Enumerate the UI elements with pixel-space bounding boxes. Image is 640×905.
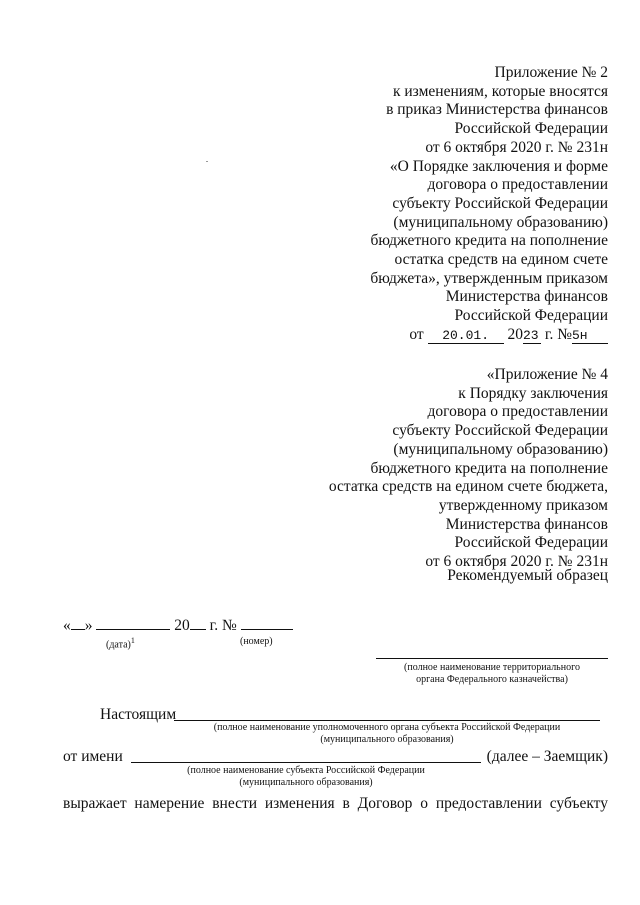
appendix-2-line: Министерства финансов [445,288,608,306]
appendix-4-line: договора о предоставлении [427,403,608,421]
appendix-4-line: бюджетного кредита на пополнение [370,459,608,477]
order-number-value: 5н [572,329,608,344]
footnote-marker: 1 [130,636,135,645]
appendix-4-line: от 6 октября 2020 г. № 231н [425,553,608,571]
quote-open: « [63,617,71,634]
treasury-name-line[interactable] [376,658,608,659]
appendix-4-line: утвержденному приказом [438,496,608,514]
appendix-4-line: к Порядку заключения [458,384,608,402]
subject-name-line[interactable] [131,762,481,763]
treasury-caption: (полное наименование территориального органа Федерального казначейства) [404,662,580,685]
appendix-2-line: в приказ Министерства финансов [386,101,608,119]
form-number-prefix: г. № [209,617,237,634]
appendix-2-line: к изменениям, которые вносятся [392,82,608,100]
quote-close: » [84,617,93,634]
form-year-blank[interactable] [190,629,206,630]
appendix-2-line: бюджета», утвержденным приказом [370,269,608,287]
form-date-row [63,617,293,635]
form-year-prefix: 20 [174,617,190,634]
appendix-4-line: Российской Федерации [454,534,608,552]
order-date-line [370,326,608,345]
order-year-value: 23 [523,329,541,344]
date-prefix: от [409,325,424,343]
appendix-2-line: от 6 октября 2020 г. № 231н [425,138,608,156]
subject-caption: (полное наименование субъекта Российской Федерации (муниципального образования) [187,765,425,788]
borrower-label: (далее – Заемщик) [486,748,608,765]
date-caption: (дата)$^1$ [106,636,135,651]
on-behalf-label: от имени [63,748,123,765]
appendix-4-line: Министерства финансов [445,515,608,533]
order-date-value: 20.01. [428,329,504,344]
scan-speck [206,161,208,162]
body-text-line: выражает намерение внести изменения в Договор о предоставлении субъекту [63,795,608,812]
authority-caption: (полное наименование уполномоченного органа субъекта Российской Федерации (муниципального образования) [213,722,561,745]
appendix-2-line: Приложение № 2 [494,64,608,81]
form-number-blank[interactable] [241,629,293,630]
hereby-label: Настоящим [100,706,177,723]
appendix-4-line: субъекту Российской Федерации [392,422,608,440]
appendix-4-line: (муниципальному образованию) [393,440,608,458]
appendix-4-line: остатка средств на едином счете бюджета, [328,478,608,496]
appendix-2-line: субъекту Российской Федерации [392,194,608,212]
year-prefix: 20 [507,325,523,343]
authority-name-line[interactable] [174,720,600,721]
appendix-2-line: Российской Федерации [454,120,608,138]
appendix-2-header [370,64,608,345]
appendix-2-line: договора о предоставлении [427,176,608,194]
number-prefix: г. № [544,325,572,343]
day-blank[interactable] [71,629,85,630]
appendix-4-line: «Приложение № 4 [486,366,608,383]
recommended-sample-label: Рекомендуемый образец [447,567,608,584]
appendix-2-line: бюджетного кредита на пополнение [370,232,608,250]
appendix-4-header [329,366,608,572]
appendix-2-line: остатка средств на едином счете [394,251,608,269]
number-caption: (номер) [240,636,273,647]
appendix-2-line: (муниципальному образованию) [393,213,608,231]
appendix-2-line: «О Порядке заключения и форме [389,157,608,175]
month-blank[interactable] [96,629,170,630]
appendix-2-line: Российской Федерации [454,307,608,325]
